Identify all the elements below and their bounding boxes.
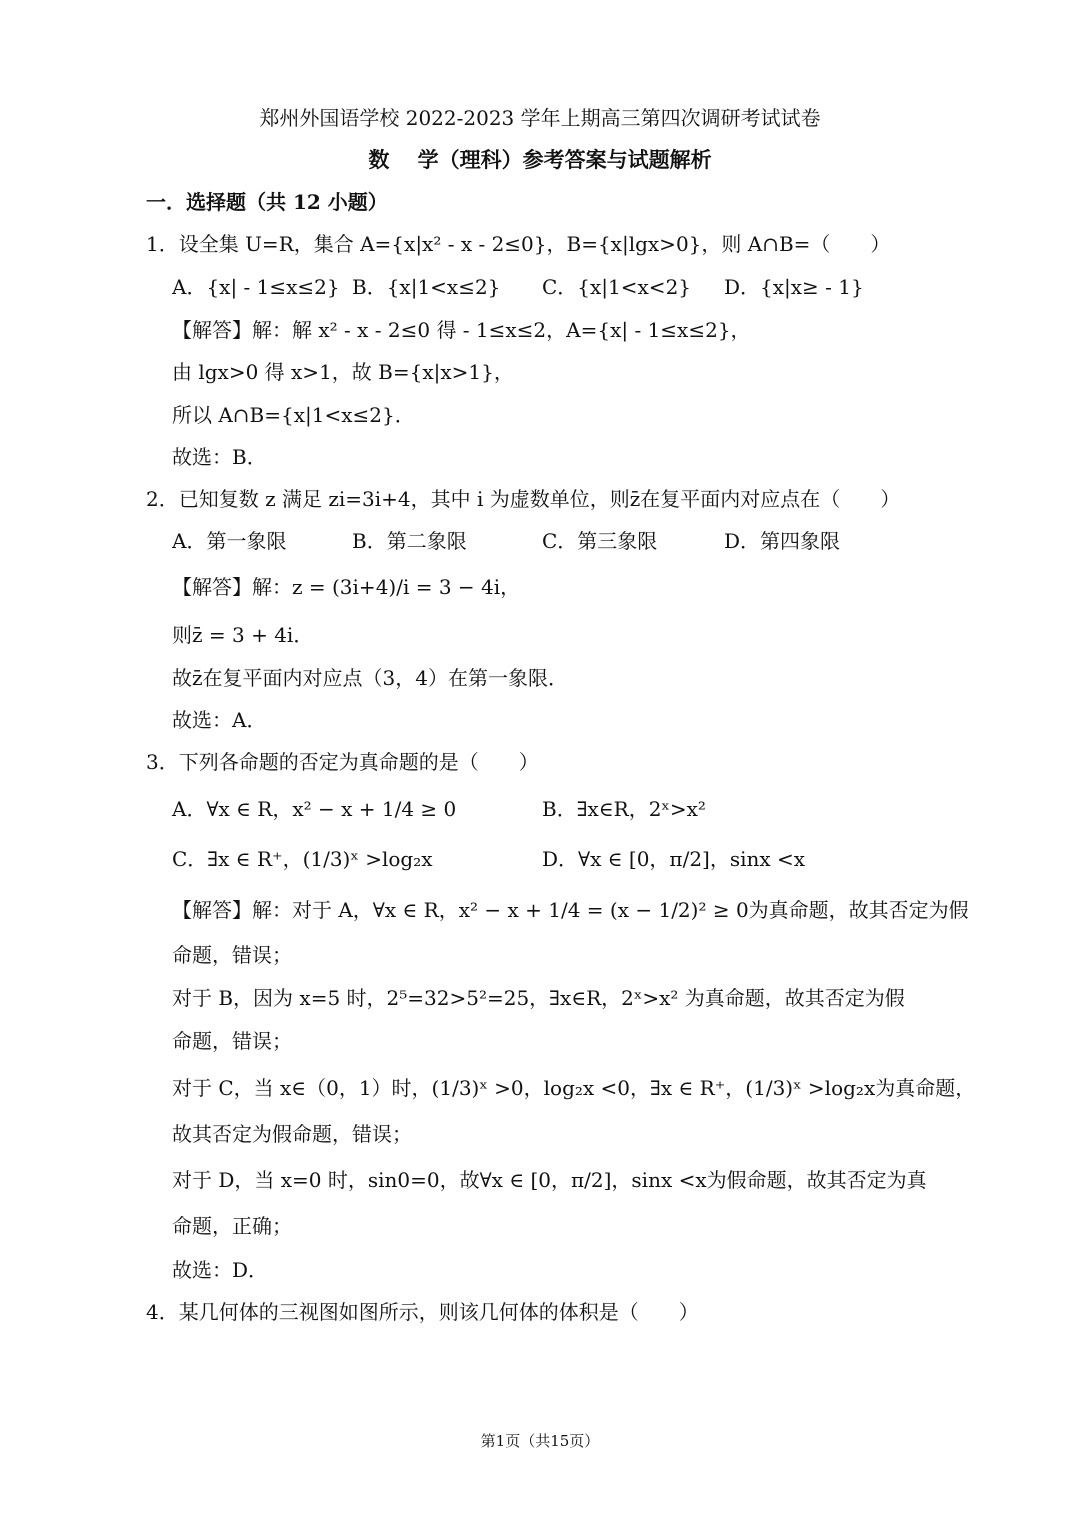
question-1-answer: 故选：B． (172, 445, 267, 469)
question-1-option-a: A．{x| - 1≤x≤2} (172, 275, 340, 299)
question-3-solution-line: 故其否定为假命题，错误； (172, 1122, 412, 1146)
question-1-solution-line: 【解答】解：解 x² - x - 2≤0 得 - 1≤x≤2，A={x| - 1≤x≤2}， (172, 318, 751, 342)
question-2-solution-line: 则z̄ = 3 + 4i． (172, 623, 314, 647)
question-1-option-d: D．{x|x≥ - 1} (724, 275, 864, 299)
exam-subtitle: 数 学（理科）参考答案与试题解析 (368, 147, 712, 172)
question-3-solution-line: 对于 D，当 x=0 时，sin0=0，故∀x ∈ [0，π/2]，sinx <x为假命题，故其否定为真 (172, 1168, 927, 1192)
question-3-solution-line: 【解答】解：对于 A，∀x ∈ R，x² − x + 1/4 = (x − 1/2)² ≥ 0为真命题，故其否定为假 (172, 898, 969, 922)
section-heading: 一．选择题（共 12 小题） (146, 190, 388, 214)
exam-title: 郑州外国语学校 2022-2023 学年上期高三第四次调研考试试卷 (259, 106, 821, 130)
question-1-solution-line: 由 lgx>0 得 x>1，故 B={x|x>1}， (172, 360, 514, 384)
question-3-answer: 故选：D． (172, 1258, 269, 1282)
question-2-solution-line: 故z̄在复平面内对应点（3，4）在第一象限． (172, 666, 568, 690)
question-2-option-c: C．第三象限 (542, 529, 658, 553)
page-number: 第1页（共15页） (480, 1432, 600, 1450)
question-2-option-a: A．第一象限 (172, 529, 287, 553)
question-1-solution-line: 所以 A∩B={x|1<x≤2}． (172, 403, 415, 427)
question-2-stem: 2．已知复数 z 满足 zi=3i+4，其中 i 为虚数单位，则z̄在复平面内对应点在（ ） (146, 487, 901, 511)
question-3-option-d: D．∀x ∈ [0，π/2]，sinx <x (542, 847, 806, 871)
question-3-solution-line: 命题，错误； (172, 1029, 292, 1053)
question-3-option-c: C．∃x ∈ R⁺，(1/3)ˣ >log₂x (172, 847, 433, 871)
question-2-solution-line: 【解答】解：z = (3i+4)/i = 3 − 4i， (172, 575, 521, 599)
question-3-solution-line: 对于 C，当 x∈（0，1）时，(1/3)ˣ >0，log₂x <0，∃x ∈ R⁺，(1/3)ˣ >log₂x为真命题， (172, 1076, 976, 1100)
question-2-option-d: D．第四象限 (724, 529, 841, 553)
question-3-solution-line: 命题，错误； (172, 943, 292, 967)
question-3-solution-line: 对于 B，因为 x=5 时，2⁵=32>5²=25，∃x∈R，2ˣ>x² 为真命题，故其否定为假 (172, 986, 905, 1010)
question-1-option-c: C．{x|1<x<2} (542, 275, 692, 299)
question-3-solution-line: 命题，正确； (172, 1214, 292, 1238)
question-4-stem: 4．某几何体的三视图如图所示，则该几何体的体积是（ ） (146, 1300, 699, 1324)
question-3-stem: 3．下列各命题的否定为真命题的是（ ） (146, 750, 539, 774)
question-3-option-b: B．∃x∈R，2ˣ>x² (542, 797, 706, 821)
question-1-stem: 1．设全集 U=R，集合 A={x|x² - x - 2≤0}，B={x|lgx>0}，则 A∩B=（ ） (146, 232, 891, 256)
question-3-option-a: A．∀x ∈ R，x² − x + 1/4 ≥ 0 (172, 797, 457, 821)
question-1-option-b: B．{x|1<x≤2} (352, 275, 501, 299)
question-2-answer: 故选：A． (172, 708, 267, 732)
question-2-option-b: B．第二象限 (352, 529, 467, 553)
